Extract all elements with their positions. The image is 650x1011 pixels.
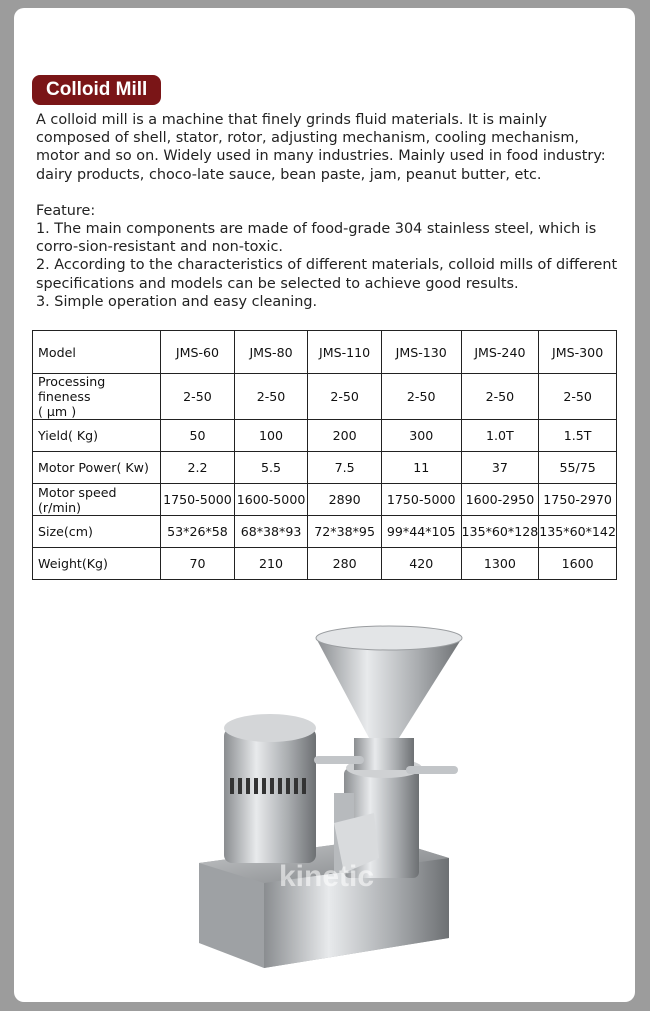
table-header-row bbox=[33, 331, 617, 374]
table-cell: 100 bbox=[234, 420, 308, 452]
table-cell: 11 bbox=[381, 452, 461, 484]
table-row bbox=[33, 516, 617, 548]
table-cell: 2-50 bbox=[308, 374, 382, 420]
feature-item-1: 1. The main components are made of food-grade 304 stainless steel, which is corro-sion-resistant and non-toxic. bbox=[36, 221, 597, 256]
row-label-cell: Yield( Kg) bbox=[33, 420, 161, 452]
table-cell: 2-50 bbox=[234, 374, 308, 420]
row-label-cell: Size(cm) bbox=[33, 516, 161, 548]
page-card bbox=[14, 8, 635, 1002]
table-row bbox=[33, 452, 617, 484]
table-cell: 70 bbox=[161, 548, 235, 580]
table-row bbox=[33, 374, 617, 420]
description bbox=[36, 111, 618, 311]
table-cell: 135*60*128 bbox=[461, 516, 539, 548]
table-cell: JMS-130 bbox=[381, 331, 461, 374]
table-cell: 72*38*95 bbox=[308, 516, 382, 548]
table-cell: 2-50 bbox=[461, 374, 539, 420]
table-cell: 135*60*142 bbox=[539, 516, 617, 548]
row-label-cell: Motor Power( Kw) bbox=[33, 452, 161, 484]
table-row bbox=[33, 484, 617, 516]
table-cell: 210 bbox=[234, 548, 308, 580]
table-cell: 2-50 bbox=[381, 374, 461, 420]
table-cell: 420 bbox=[381, 548, 461, 580]
table-cell: 1.0T bbox=[461, 420, 539, 452]
colloid-mill-photo bbox=[184, 618, 464, 988]
table-cell: 37 bbox=[461, 452, 539, 484]
table-cell: 7.5 bbox=[308, 452, 382, 484]
table-cell: 50 bbox=[161, 420, 235, 452]
table-cell: 1600-5000 bbox=[234, 484, 308, 516]
row-label-cell: Motor speed (r/min) bbox=[33, 484, 161, 516]
table-cell: JMS-300 bbox=[539, 331, 617, 374]
feature-item-2: 2. According to the characteristics of different materials, colloid mills of different specifications and models can be selected to achieve good results. bbox=[36, 257, 618, 292]
row-label-cell: Processing fineness ( μm ) bbox=[33, 374, 161, 420]
table-cell: 5.5 bbox=[234, 452, 308, 484]
intro-paragraph: A colloid mill is a machine that finely grinds fluid materials. It is mainly composed of shell, stator, rotor, adjusting mechanism, cooling mechanism, motor and so on. Widely used in many industries. Mainly used in food industry: dairy products, choco-late sauce, bean paste, jam, peanut butter, etc. bbox=[36, 112, 606, 183]
page-title: Colloid Mill bbox=[32, 75, 161, 105]
table-cell: JMS-80 bbox=[234, 331, 308, 374]
spec-table bbox=[32, 330, 617, 580]
table-cell: 55/75 bbox=[539, 452, 617, 484]
table-row bbox=[33, 420, 617, 452]
table-cell: 200 bbox=[308, 420, 382, 452]
table-cell: 53*26*58 bbox=[161, 516, 235, 548]
table-cell: 2.2 bbox=[161, 452, 235, 484]
table-cell: 1.5T bbox=[539, 420, 617, 452]
feature-item-3: 3. Simple operation and easy cleaning. bbox=[36, 293, 318, 310]
table-cell: JMS-60 bbox=[161, 331, 235, 374]
feature-heading: Feature: bbox=[36, 202, 96, 219]
row-label-cell: Weight(Kg) bbox=[33, 548, 161, 580]
table-cell: 1600-2950 bbox=[461, 484, 539, 516]
table-cell: 2-50 bbox=[161, 374, 235, 420]
table-cell: 300 bbox=[381, 420, 461, 452]
table-cell: 1600 bbox=[539, 548, 617, 580]
table-cell: 2890 bbox=[308, 484, 382, 516]
table-cell: 280 bbox=[308, 548, 382, 580]
table-cell: JMS-240 bbox=[461, 331, 539, 374]
table-cell: 1300 bbox=[461, 548, 539, 580]
table-cell: 1750-2970 bbox=[539, 484, 617, 516]
table-cell: JMS-110 bbox=[308, 331, 382, 374]
table-cell: 68*38*93 bbox=[234, 516, 308, 548]
watermark-text: kinetic bbox=[279, 860, 375, 893]
table-row bbox=[33, 548, 617, 580]
table-cell: 1750-5000 bbox=[161, 484, 235, 516]
table-cell: 1750-5000 bbox=[381, 484, 461, 516]
row-label-cell: Model bbox=[33, 331, 161, 374]
table-cell: 99*44*105 bbox=[381, 516, 461, 548]
table-cell: 2-50 bbox=[539, 374, 617, 420]
